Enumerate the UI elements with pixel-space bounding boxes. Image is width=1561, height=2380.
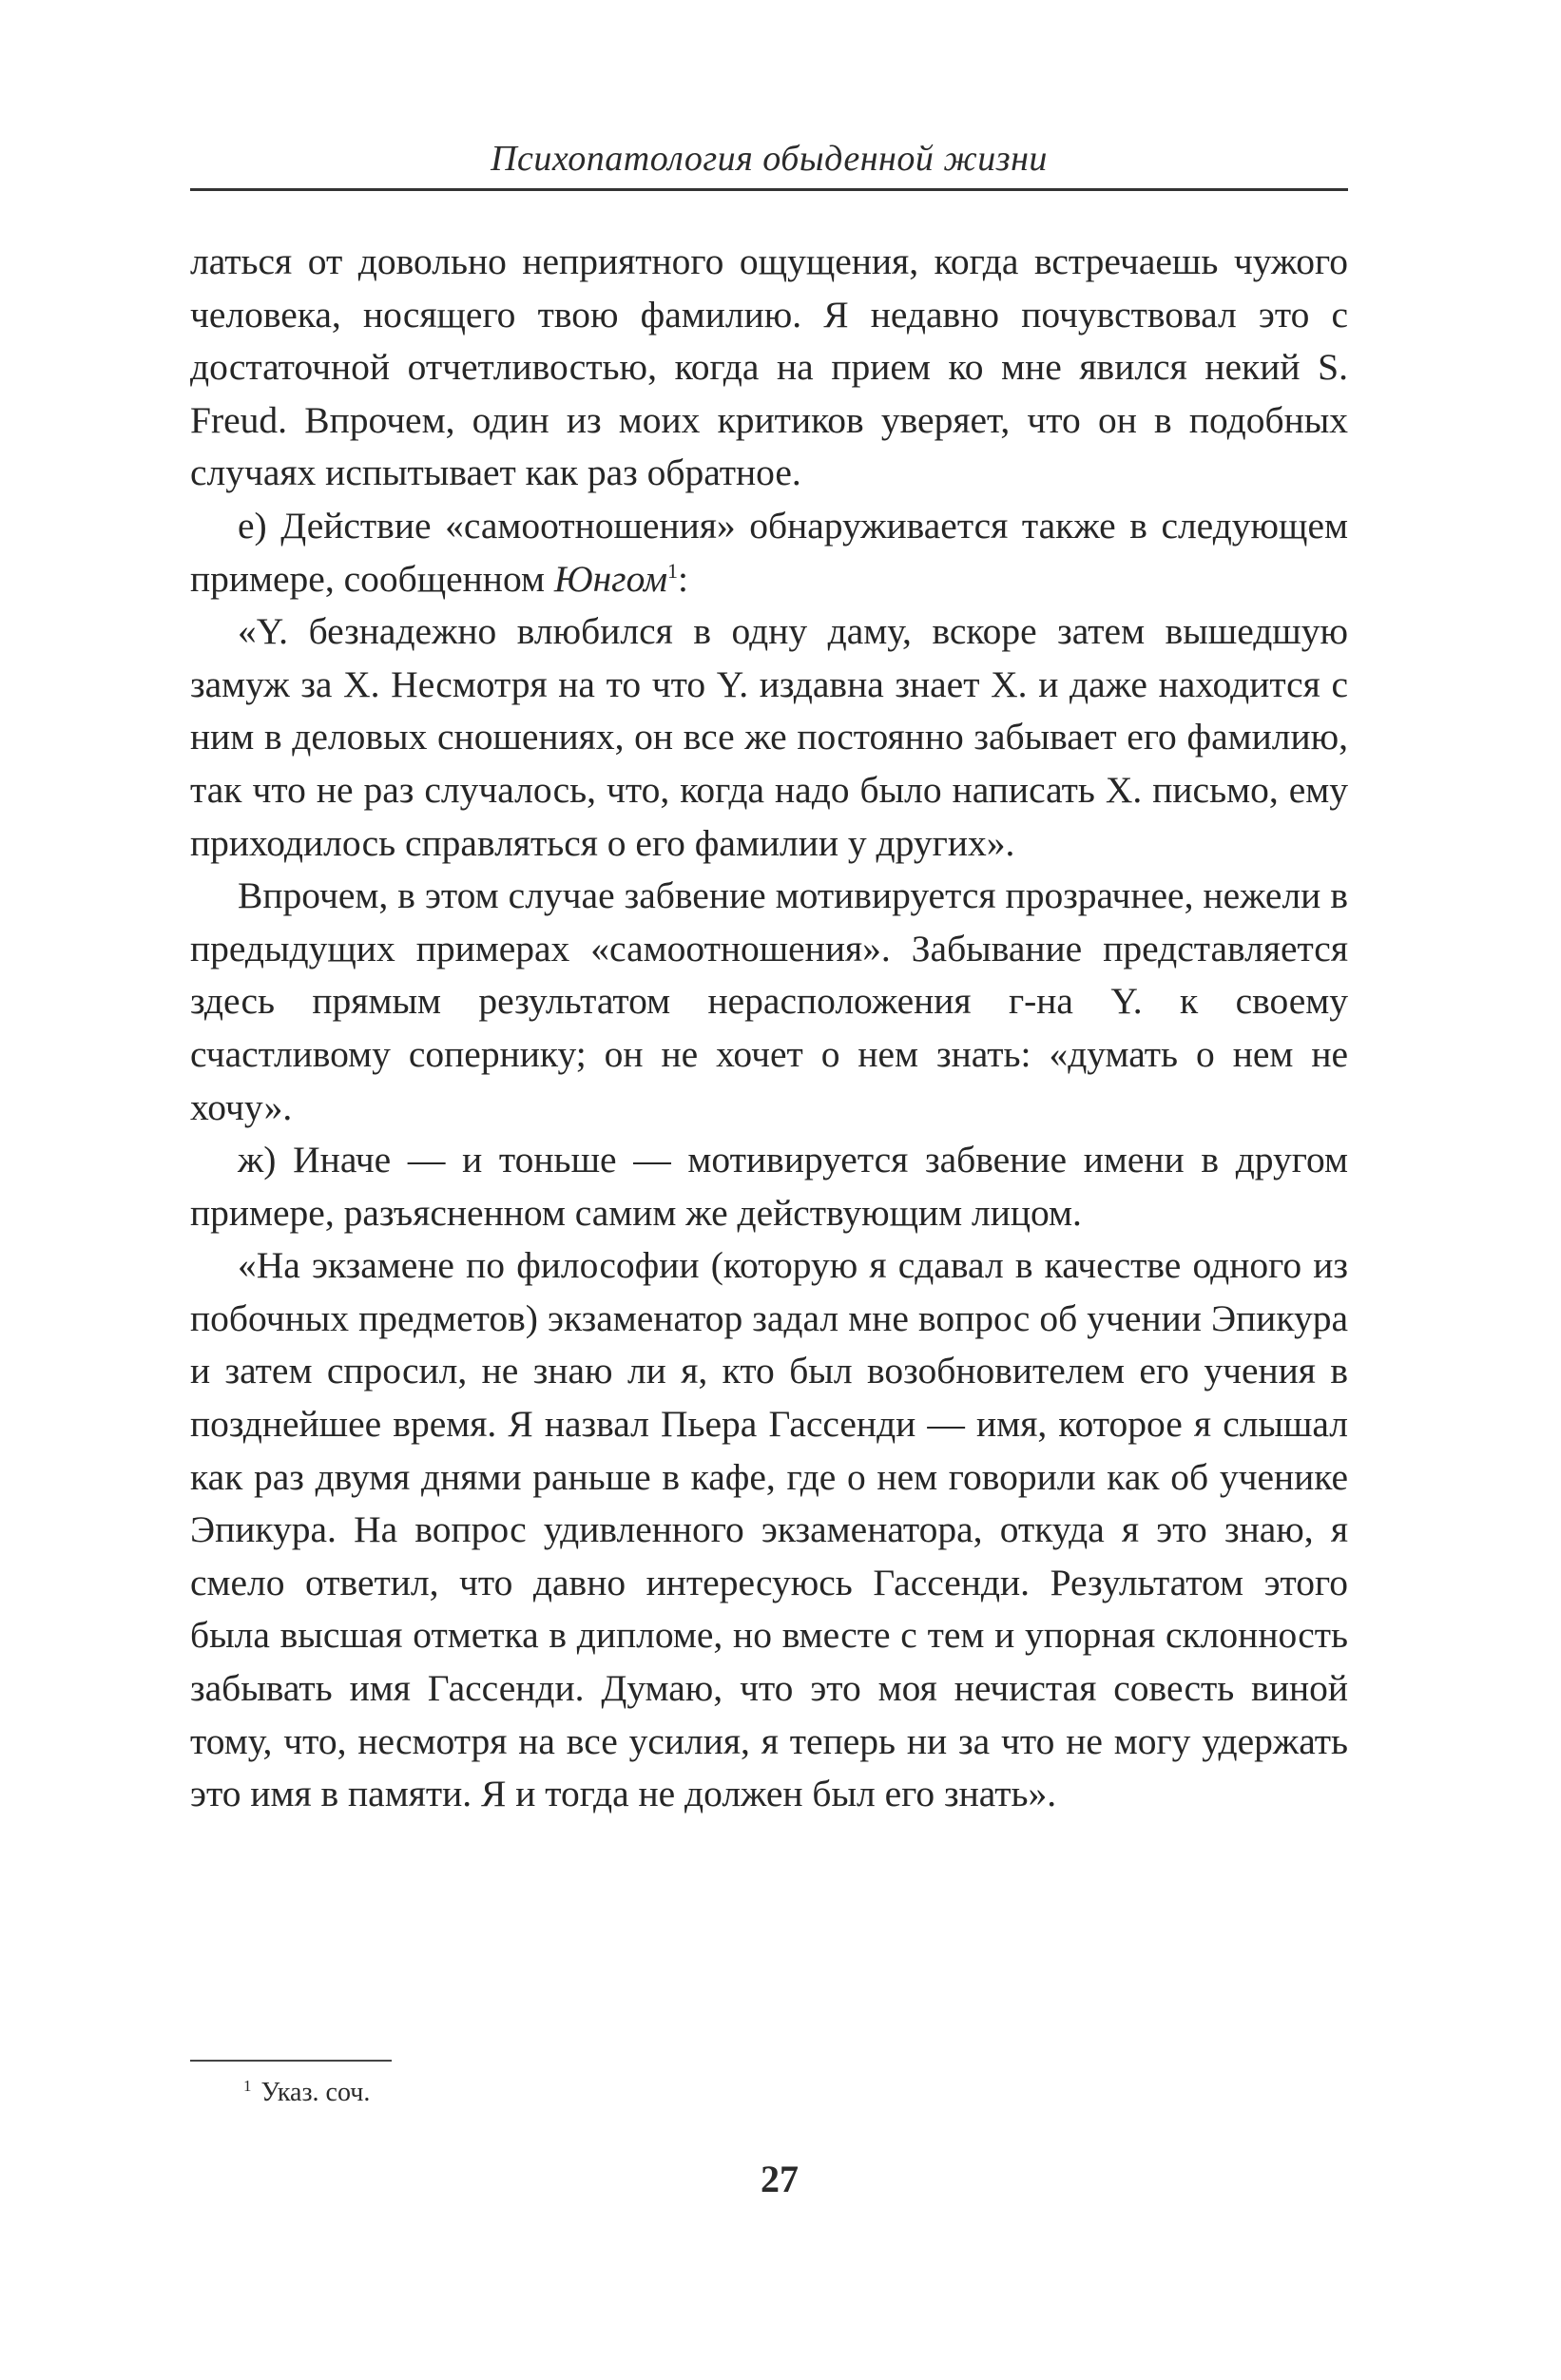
paragraph-3 — [190, 605, 1348, 870]
paragraph-4-text: Впрочем, в этом случае забвение мотивируется прозрачнее, нежели в предыдущих примерах «самоотношения». Забывание представляется здесь прямым результатом нерасположения г-на Y. к своему счастливому сопернику; он не хочет о нем знать: «думать о нем не хочу». — [190, 874, 1348, 1128]
page-number: 27 — [761, 2158, 799, 2200]
paragraph-5-text: ж) Иначе — и тоньше — мотивируется забвение имени в другом примере, разъясненном самим же действующим лицом. — [190, 1139, 1348, 1234]
header-rule — [190, 188, 1348, 191]
paragraph-5 — [190, 1134, 1348, 1239]
footnote-rule — [190, 2060, 392, 2062]
paragraph-1 — [190, 236, 1348, 500]
paragraph-2-tail: : — [678, 557, 689, 600]
paragraph-3-text: «Y. безнадежно влюбился в одну даму, вскоре затем вышедшую замуж за X. Несмотря на то что Y. издавна знает X. и даже находится с ним в деловых сношениях, он все же постоянно забывает его фамилию, так что не раз случалось, что, когда надо было написать X. письмо, ему приходилось справляться о его фамилии у других». — [190, 610, 1348, 864]
paragraph-2 — [190, 500, 1348, 605]
footnote-text: Указ. соч. — [260, 2078, 371, 2107]
running-head: Психопатология обыденной жизни — [491, 139, 1048, 179]
footnote-mark: 1 — [243, 2076, 252, 2095]
paragraph-2-text: е) Действие «самоотношения» обнаруживается также в следующем примере, сообщенном — [190, 504, 1348, 600]
paragraph-6 — [190, 1239, 1348, 1821]
paragraph-4 — [190, 870, 1348, 1134]
paragraph-1-text: латься от довольно неприятного ощущения, когда встречаешь чужого человека, носящего твою фамилию. Я недавно почувствовал это с достаточной отчетливостью, когда на прием ко мне явился некий S. Freud. Впрочем, один из моих критиков уверяет, что он в подобных случаях испытывает как раз обратное. — [190, 240, 1348, 494]
paragraph-6-text: «На экзамене по философии (которую я сдавал в качестве одного из побочных предметов) экзаменатор задал мне вопрос об учении Эпикура и затем спросил, не знаю ли я, кто был возобновителем его учения в позднейшее время. Я назвал Пьера Гассенди — имя, которое я слышал как раз двумя днями раньше в кафе, где о нем говорили как об ученике Эпикура. На вопрос удивленного экзаменатора, откуда я это знаю, я смело ответил, что давно интересуюсь Гассенди. Результатом этого была высшая отметка в дипломе, но вместе с тем и упорная склонность забывать имя Гассенди. Думаю, что это моя нечистая совесть виной тому, что, несмотря на все усилия, я теперь ни за что не могу удержать это имя в памяти. Я и тогда не должен был его знать». — [190, 1244, 1348, 1815]
footnote-reference: 1 — [667, 558, 679, 583]
author-name-jung: Юнгом — [553, 557, 668, 600]
footnote — [243, 2074, 370, 2112]
body-text — [190, 236, 1348, 1821]
